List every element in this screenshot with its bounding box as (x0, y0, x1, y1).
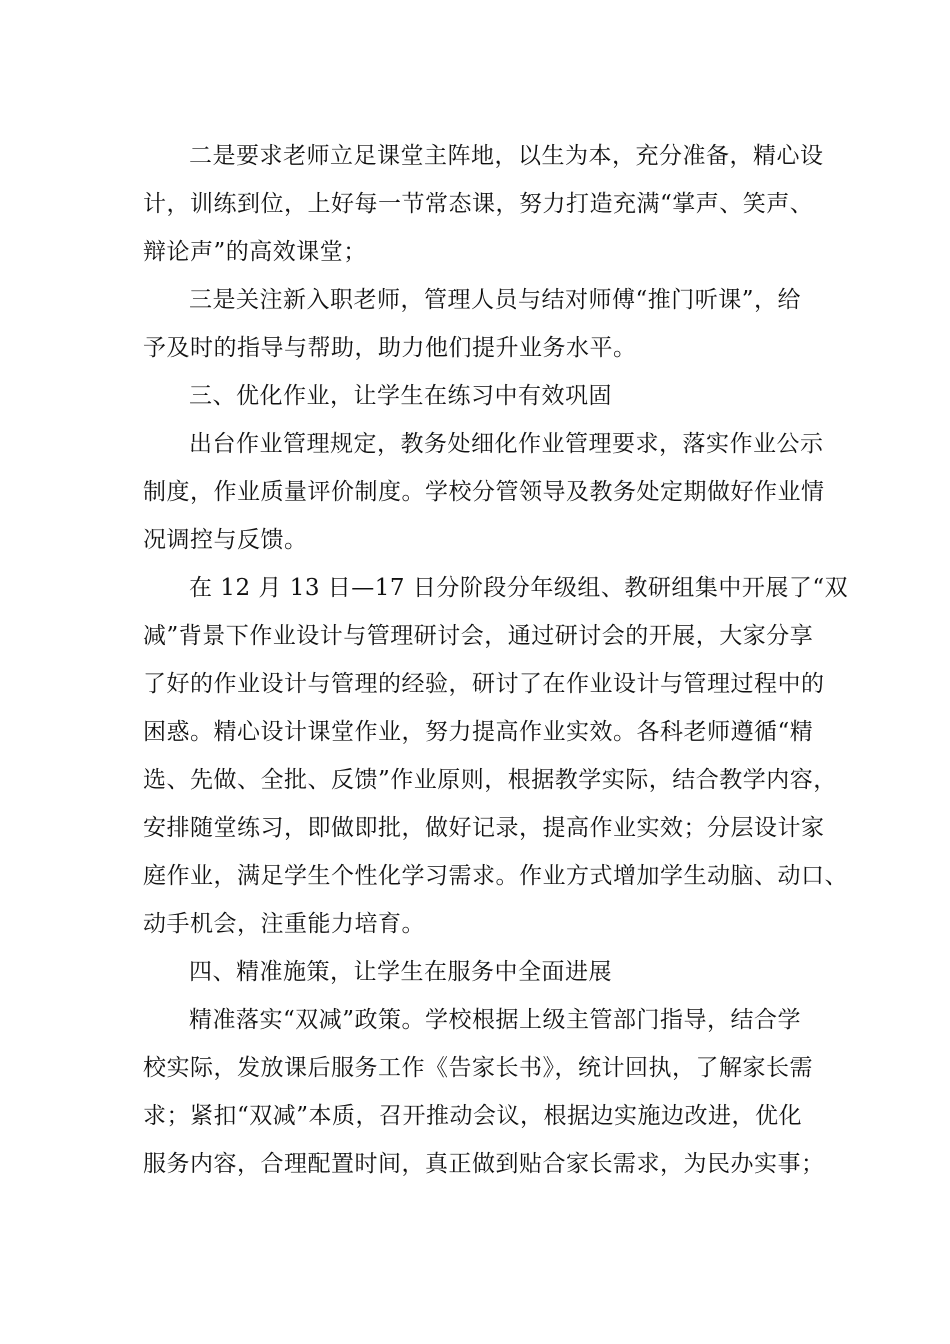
paragraph-homework-seminar (143, 564, 849, 948)
text-line: 在 12 月 13 日—17 日分阶段分年级组、教研组集中开展了“双 (189, 575, 849, 601)
text-line: 庭作业，满足学生个性化学习需求。作业方式增加学生动脑、动口、 (143, 863, 848, 889)
text-line: 困惑。精心设计课堂作业，努力提高作业实效。各科老师遵循“精 (143, 719, 814, 745)
text-line: 求；紧扣“双减”本质，召开推动会议，根据边实施边改进，优化 (143, 1103, 803, 1129)
text-line: 服务内容，合理配置时间，真正做到贴合家长需求，为民办实事； (143, 1151, 825, 1177)
text-line: 减”背景下作业设计与管理研讨会，通过研讨会的开展，大家分享 (143, 623, 814, 649)
paragraph-new-teachers (143, 276, 807, 372)
text-line: 出台作业管理规定，教务处细化作业管理要求，落实作业公示 (189, 431, 824, 457)
section-heading-homework (143, 372, 807, 420)
text-line: 精准落实“双减”政策。学校根据上级主管部门指导，结合学 (189, 1007, 802, 1033)
text-line: 辩论声”的高效课堂； (143, 239, 367, 265)
text-line: 二是要求老师立足课堂主阵地，以生为本，充分准备，精心设 (189, 143, 824, 169)
paragraph-homework-rules (143, 420, 825, 564)
document-body (143, 132, 849, 1188)
text-line: 三是关注新入职老师，管理人员与结对师傅“推门听课”，给 (189, 287, 802, 313)
heading-line: 三、优化作业，让学生在练习中有效巩固 (189, 383, 612, 409)
text-line: 计，训练到位，上好每一节常态课，努力打造充满“掌声、笑声、 (143, 191, 814, 217)
text-line: 况调控与反馈。 (143, 527, 308, 553)
text-line: 选、先做、全批、反馈”作业原则，根据教学实际，结合教学内容， (143, 767, 837, 793)
paragraph-double-reduction (143, 996, 825, 1188)
text-line: 校实际，发放课后服务工作《告家长书》，统计回执，了解家长需 (143, 1055, 813, 1081)
heading-line: 四、精准施策，让学生在服务中全面进展 (189, 959, 612, 985)
section-heading-service (143, 948, 807, 996)
paragraph-requirements-class (143, 132, 824, 276)
text-line: 予及时的指导与帮助，助力他们提升业务水平。 (143, 335, 637, 361)
text-line: 制度，作业质量评价制度。学校分管领导及教务处定期做好作业情 (143, 479, 825, 505)
text-line: 安排随堂练习，即做即批，做好记录，提高作业实效；分层设计家 (143, 815, 825, 841)
text-line: 了好的作业设计与管理的经验，研讨了在作业设计与管理过程中的 (143, 671, 825, 697)
text-line: 动手机会，注重能力培育。 (143, 911, 425, 937)
